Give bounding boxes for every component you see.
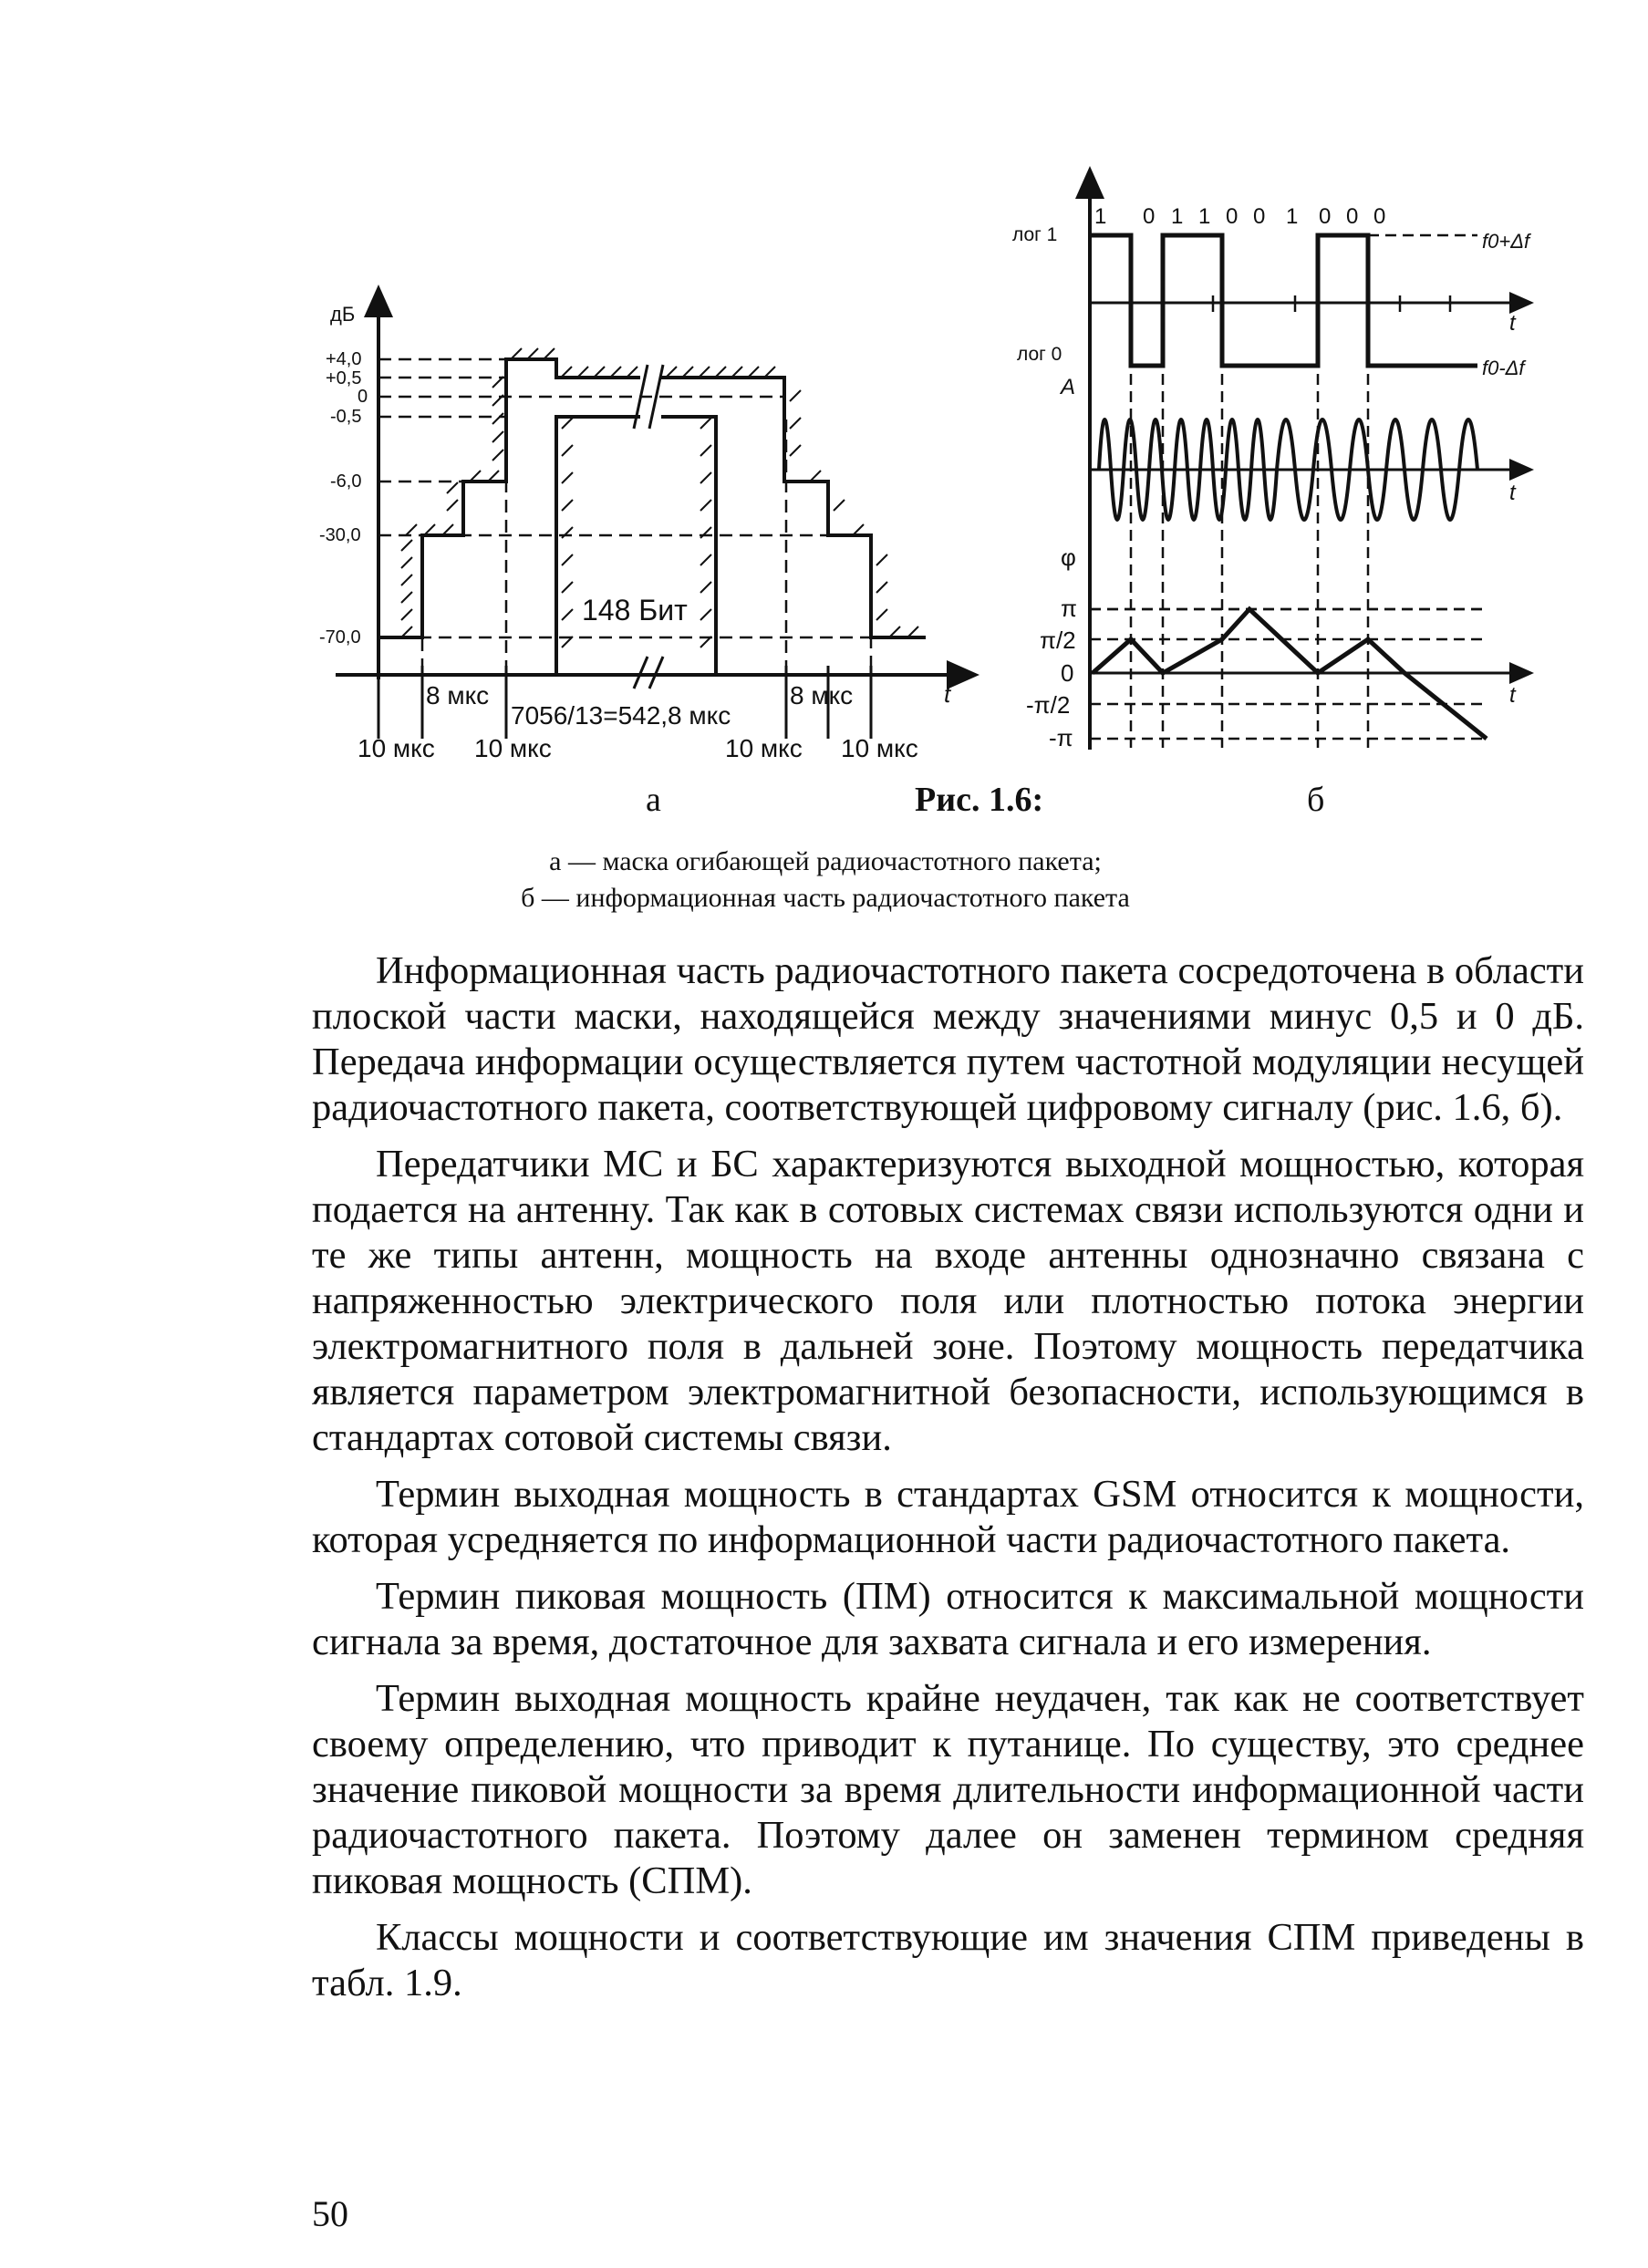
duration-label: 8 мкс xyxy=(426,681,490,709)
y-tick: 0 xyxy=(358,387,368,407)
time-label: t xyxy=(1509,481,1516,505)
time-label: t xyxy=(1509,311,1516,336)
paragraph: Термин выходная мощность крайне неудачен, так как не соответствует своему определению, что приводит к путанице. По существу, это среднее значение пиковой мощности за время длительности информационной части радиочастотного пакета. Поэтому далее он заменен термином средняя пиковая мощность (СПМ). xyxy=(312,1677,1584,1902)
bit-value: 0 xyxy=(1373,204,1386,229)
phase-tick: -π/2 xyxy=(1026,691,1071,719)
y-tick: +4,0 xyxy=(326,349,362,369)
figure-label-b: б xyxy=(1307,781,1325,819)
amplitude-label: A xyxy=(1061,375,1076,399)
paragraph: Классы мощности и соответствующие им значения СПМ приведены в табл. 1.9. xyxy=(312,1916,1584,2004)
figure-caption-line: б — информационная часть радиочастотного пакета xyxy=(521,883,1130,913)
duration-label: 8 мкс xyxy=(790,681,854,709)
bit-value: 1 xyxy=(1171,204,1184,229)
bit-value: 0 xyxy=(1319,204,1332,229)
duration-label: 10 мкс xyxy=(358,734,435,762)
phase-tick: π xyxy=(1061,595,1077,622)
duration-label: 10 мкс xyxy=(841,734,918,762)
duration-label: 10 мкс xyxy=(474,734,552,762)
bit-waveform xyxy=(1090,235,1477,366)
paragraph: Термин пиковая мощность (ПМ) относится к максимальной мощности сигнала за время, достаточное для захвата сигнала и его измерения. xyxy=(312,1575,1584,1663)
bit-value: 0 xyxy=(1226,204,1239,229)
bits-label: 148 Бит xyxy=(582,594,688,627)
bit-value: 1 xyxy=(1286,204,1299,229)
y-tick: -30,0 xyxy=(319,525,361,545)
figure-caption-line: а — маска огибающей радиочастотного пакета; xyxy=(549,846,1102,876)
figure-b-information xyxy=(0,0,1648,803)
page-number: 50 xyxy=(312,2193,348,2234)
freq-minus-label: f0-Δf xyxy=(1482,357,1525,379)
bit-value: 1 xyxy=(1094,204,1107,229)
duration-label: 10 мкс xyxy=(725,734,803,762)
phase-axis-label: φ xyxy=(1061,544,1076,571)
bit-value: 0 xyxy=(1253,204,1266,229)
bit-value: 1 xyxy=(1198,204,1211,229)
logic-zero-label: лог 0 xyxy=(1017,344,1062,365)
bit-value: 0 xyxy=(1143,204,1156,229)
y-tick: +0,5 xyxy=(326,368,362,388)
paragraph: Передатчики МС и БС характеризуются выходной мощностью, которая подается на антенну. Так как в сотовых системах связи используются одни и те же типы антенн, мощность на входе антенны однозначно связана с напряженностью электрического поля или плотностью потока энергии электромагнитного поля в дальней зоне. Поэтому мощность передатчика является параметром электромагнитной безопасности, использующимся в стандартах сотовой системы связи. xyxy=(312,1143,1584,1459)
phase-tick: π/2 xyxy=(1040,627,1076,654)
paragraph: Информационная часть радиочастотного пакета сосредоточена в области плоской части маски, находящейся между значениями минус 0,5 и 0 дБ. Передача информации осуществляется путем частотной модуляции несущей радиочастотного пакета, соответствующей цифровому сигналу (рис. 1.6, б). xyxy=(312,949,1584,1129)
body-text xyxy=(312,948,1584,2017)
time-label: t xyxy=(1509,683,1516,708)
phase-tick: 0 xyxy=(1061,659,1074,687)
x-axis-label: t xyxy=(944,680,951,708)
figure-title: Рис. 1.6: xyxy=(915,781,1044,819)
figure-label-a: а xyxy=(646,781,661,819)
phase-tick: -π xyxy=(1049,724,1073,751)
y-tick: -6,0 xyxy=(330,471,362,492)
freq-plus-label: f0+Δf xyxy=(1482,230,1530,253)
y-tick: -0,5 xyxy=(330,407,362,427)
duration-label: 7056/13=542,8 мкс xyxy=(511,701,731,730)
y-tick: -70,0 xyxy=(319,627,361,647)
bit-value: 0 xyxy=(1346,204,1359,229)
y-axis-label: дБ xyxy=(330,303,356,326)
logic-one-label: лог 1 xyxy=(1012,224,1058,245)
paragraph: Термин выходная мощность в стандартах GSM относится к мощности, которая усредняется по информационной части радиочастотного пакета. xyxy=(312,1473,1584,1561)
